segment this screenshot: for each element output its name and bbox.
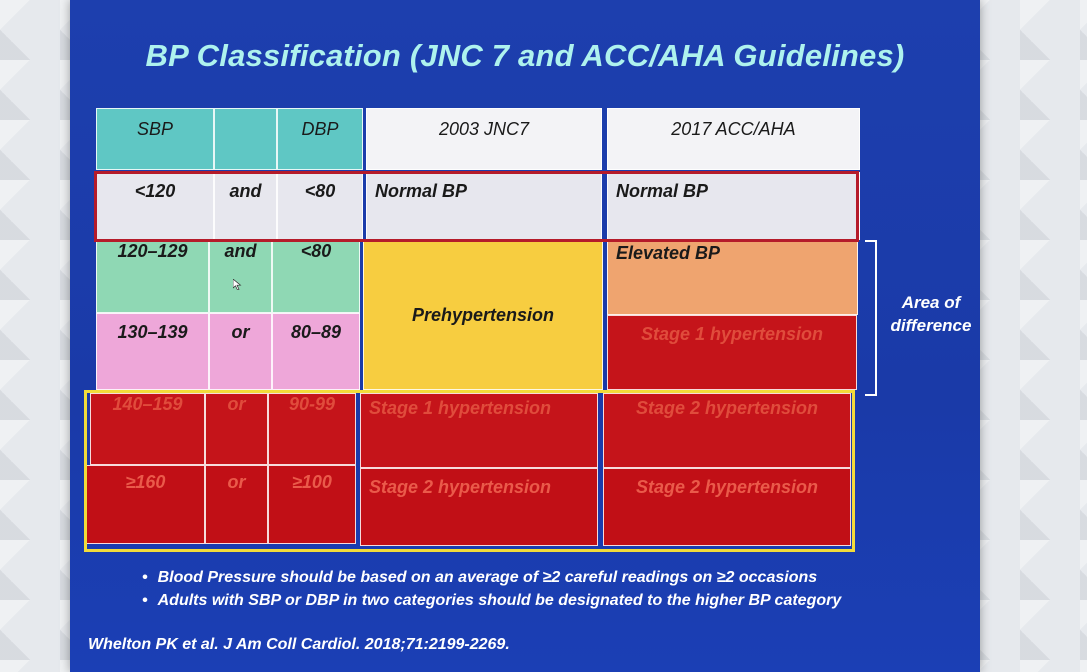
mouse-cursor-icon: [233, 279, 242, 290]
row-elevated-acc: Elevated BP: [607, 240, 858, 315]
row-stage2b-connector: or: [205, 465, 268, 544]
row-stage2-connector: or: [205, 393, 268, 465]
merged-prehypertension: Prehypertension: [363, 240, 603, 390]
row-stage1-dbp: 80–89: [272, 313, 360, 390]
row-elevated-sbp: 120–129: [96, 240, 209, 313]
row-normal-dbp: <80: [277, 172, 363, 240]
normal-row-outline: [94, 171, 859, 242]
area-of-difference-label: Area of difference: [890, 293, 972, 335]
row-stage2b-dbp: ≥100: [268, 465, 356, 544]
row-stage2-jnc7: Stage 1 hypertension: [360, 393, 598, 468]
header-jnc7: 2003 JNC7: [366, 108, 602, 170]
hypertension-outline: [84, 390, 855, 552]
row-stage2b-acc: Stage 2 hypertension: [603, 468, 851, 546]
row-stage1-acc: Stage 1 hypertension: [607, 315, 857, 390]
note-item: • Blood Pressure should be based on an average of ≥2 careful readings on ≥2 occasions: [142, 566, 841, 589]
slide-title: BP Classification (JNC 7 and ACC/AHA Guidelines): [145, 38, 905, 73]
row-stage1-sbp: 130–139: [96, 313, 209, 390]
row-normal-sbp: <120: [96, 172, 214, 240]
citation: Whelton PK et al. J Am Coll Cardiol. 2018;71:2199-2269.: [88, 636, 510, 653]
row-elevated-dbp: <80: [272, 240, 360, 313]
header-connector: [214, 108, 277, 170]
row-stage2b-sbp: ≥160: [86, 465, 205, 544]
header-sbp: SBP: [96, 108, 214, 170]
header-acc-aha: 2017 ACC/AHA: [607, 108, 860, 170]
row-stage2-sbp: 140–159: [90, 393, 205, 465]
row-stage2b-jnc7: Stage 2 hypertension: [360, 468, 598, 546]
slide: [70, 0, 980, 672]
row-stage1-connector: or: [209, 313, 272, 390]
note-item: • Adults with SBP or DBP in two categories should be designated to the higher BP category: [142, 589, 841, 612]
header-dbp: DBP: [277, 108, 363, 170]
row-normal-jnc7: Normal BP: [366, 172, 602, 240]
row-stage2-acc: Stage 2 hypertension: [603, 393, 851, 468]
row-elevated-connector: and: [209, 240, 272, 313]
row-normal-acc: Normal BP: [607, 172, 860, 240]
row-stage2-dbp: 90-99: [268, 393, 356, 465]
row-normal-connector: and: [214, 172, 277, 240]
notes-list: [142, 566, 841, 612]
